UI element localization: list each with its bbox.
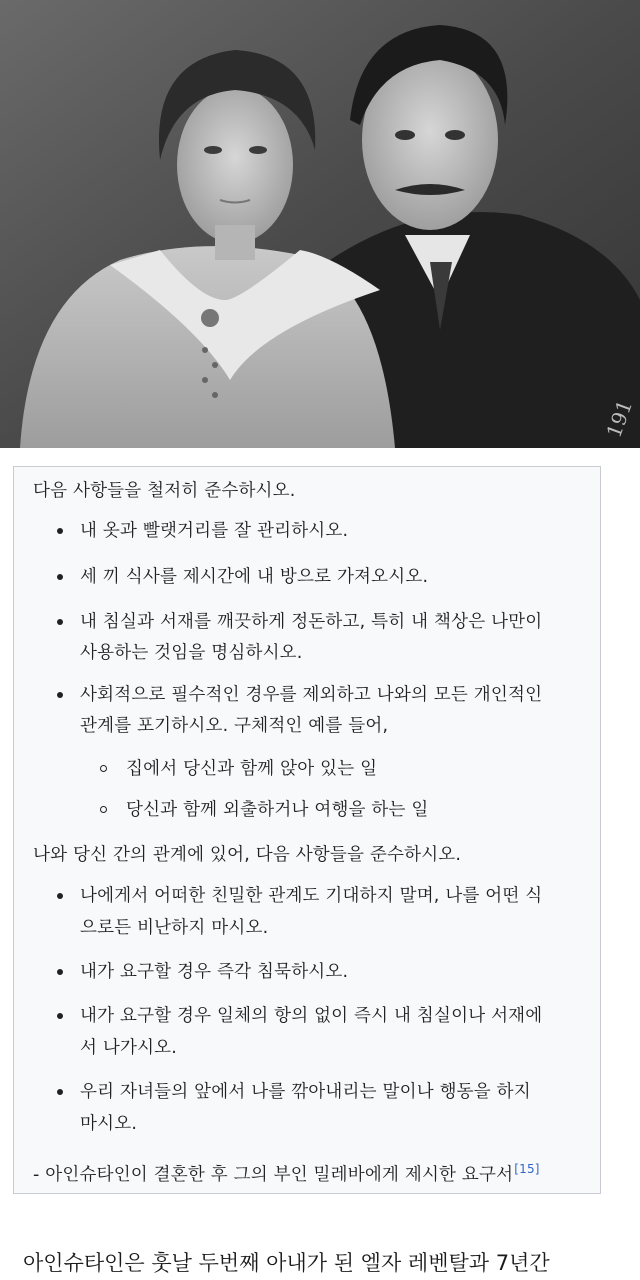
citation-link[interactable]: [15] (514, 1162, 540, 1176)
photo-corner-mark: 191 (601, 396, 638, 441)
list2-item-4-line-1: 우리 자녀들의 앞에서 나를 깎아내리는 말이나 행동을 하지 (80, 1082, 531, 1102)
list2-item-2: 내가 요구할 경우 즉각 침묵하시오. (80, 962, 349, 982)
bullet (57, 1089, 63, 1095)
list1-item-4-line-2: 관계를 포기하시오. 구체적인 예를 들어, (80, 716, 389, 736)
list2-item-1-line-2: 으로든 비난하지 마시오. (80, 918, 269, 938)
circle-bullet (100, 765, 107, 772)
list1-item-1: 내 옷과 빨랫거리를 잘 관리하시오. (80, 521, 349, 541)
bullet (57, 528, 63, 534)
bullet (57, 1013, 63, 1019)
quote-intro-2: 나와 당신 간의 관계에 있어, 다음 사항들을 준수하시오. (33, 845, 462, 865)
list1-item-4-line-1: 사회적으로 필수적인 경우를 제외하고 나와의 모든 개인적인 (80, 685, 543, 705)
sublist-item-1: 집에서 당신과 함께 앉아 있는 일 (126, 759, 378, 779)
bullet (57, 893, 63, 899)
list2-item-3-line-1: 내가 요구할 경우 일체의 항의 없이 즉시 내 침실이나 서재에 (80, 1006, 543, 1026)
list1-item-3-line-2: 사용하는 것임을 명심하시오. (80, 643, 303, 663)
bullet (57, 574, 63, 580)
list2-item-3-line-2: 서 나가시오. (80, 1038, 178, 1058)
quote-attribution (33, 1157, 540, 1187)
list2-item-4-line-2: 마시오. (80, 1114, 138, 1134)
quote-intro-1: 다음 사항들을 철저히 준수하시오. (33, 481, 296, 501)
attribution-text: - 아인슈타인이 결혼한 후 그의 부인 밀레바에게 제시한 요구서 (33, 1165, 514, 1185)
portrait-photo (0, 0, 640, 448)
bullet (57, 692, 63, 698)
list2-item-1-line-1: 나에게서 어떠한 친밀한 관계도 기대하지 말며, 나를 어떤 식 (80, 886, 543, 906)
list1-item-3-line-1: 내 침실과 서재를 깨끗하게 정돈하고, 특히 내 책상은 나만이 (80, 612, 543, 632)
circle-bullet (100, 806, 107, 813)
sublist-item-2: 당신과 함께 외출하거나 여행을 하는 일 (126, 800, 429, 820)
body-paragraph: 아인슈타인은 훗날 두번째 아내가 된 엘자 레벤탈과 7년간 (23, 1251, 550, 1275)
list1-item-2: 세 끼 식사를 제시간에 내 방으로 가져오시오. (80, 567, 429, 587)
bullet (57, 969, 63, 975)
bullet (57, 619, 63, 625)
